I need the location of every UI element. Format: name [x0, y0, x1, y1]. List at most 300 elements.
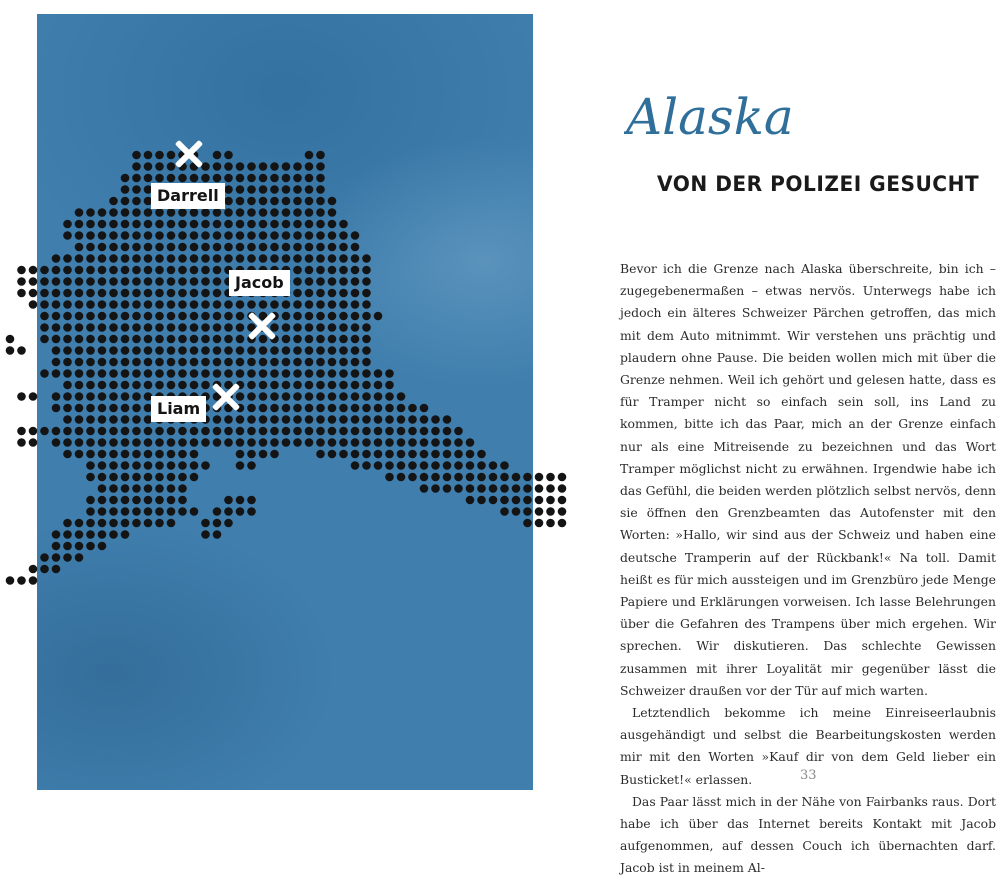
- map-dot: [477, 473, 486, 482]
- map-dot: [86, 243, 95, 252]
- map-dot: [431, 484, 440, 493]
- map-dot: [190, 473, 199, 482]
- map-dot: [121, 507, 130, 516]
- map-dot: [282, 381, 291, 390]
- map-dot: [397, 473, 406, 482]
- map-dot: [213, 208, 222, 217]
- map-dot: [52, 427, 61, 436]
- map-dot: [178, 231, 187, 240]
- map-dot: [328, 369, 337, 378]
- map-dot: [75, 530, 84, 539]
- map-dot: [40, 553, 49, 562]
- map-dot: [282, 174, 291, 183]
- map-dot: [155, 266, 164, 275]
- map-dot: [167, 461, 176, 470]
- map-dot: [213, 220, 222, 229]
- map-dot: [293, 277, 302, 286]
- map-dot: [259, 174, 268, 183]
- map-dot: [546, 496, 555, 505]
- map-dot: [167, 473, 176, 482]
- map-dot: [86, 427, 95, 436]
- map-dot: [328, 381, 337, 390]
- map-dot: [167, 438, 176, 447]
- map-dot: [132, 151, 141, 160]
- map-dot: [98, 392, 107, 401]
- map-dot: [132, 519, 141, 528]
- map-dot: [121, 289, 130, 298]
- map-dot: [236, 174, 245, 183]
- map-dot: [374, 369, 383, 378]
- map-dot: [178, 461, 187, 470]
- map-dot: [121, 427, 130, 436]
- map-dot: [109, 312, 118, 321]
- map-dot: [29, 277, 38, 286]
- map-dot: [178, 346, 187, 355]
- map-dot: [270, 220, 279, 229]
- map-dot: [75, 254, 84, 263]
- map-dot: [558, 484, 567, 493]
- map-dot: [190, 427, 199, 436]
- map-dot: [155, 208, 164, 217]
- map-dot: [167, 507, 176, 516]
- map-dot: [132, 507, 141, 516]
- map-dot: [535, 473, 544, 482]
- map-dot: [98, 438, 107, 447]
- map-dot: [132, 427, 141, 436]
- map-dot: [98, 220, 107, 229]
- map-dot: [52, 369, 61, 378]
- map-dot: [190, 461, 199, 470]
- map-dot: [328, 392, 337, 401]
- map-dot: [155, 427, 164, 436]
- map-dot: [98, 289, 107, 298]
- map-dot: [385, 404, 394, 413]
- map-dot: [144, 231, 153, 240]
- map-dot: [121, 473, 130, 482]
- map-dot: [121, 530, 130, 539]
- map-dot: [328, 323, 337, 332]
- map-dot: [270, 162, 279, 171]
- map-dot: [213, 162, 222, 171]
- map-dot: [155, 289, 164, 298]
- map-dot: [86, 335, 95, 344]
- map-dot: [6, 346, 15, 355]
- map-dot: [121, 484, 130, 493]
- map-dot: [512, 496, 521, 505]
- map-dot: [98, 346, 107, 355]
- map-dot: [98, 381, 107, 390]
- map-dot: [362, 335, 371, 344]
- map-dot: [282, 208, 291, 217]
- map-dot: [236, 300, 245, 309]
- map-dot: [132, 450, 141, 459]
- map-dot: [328, 312, 337, 321]
- map-dot: [316, 450, 325, 459]
- map-dot: [259, 369, 268, 378]
- map-dot: [558, 519, 567, 528]
- map-dot: [52, 346, 61, 355]
- map-dot: [201, 231, 210, 240]
- map-dot: [109, 473, 118, 482]
- map-dot: [201, 174, 210, 183]
- map-dot: [109, 415, 118, 424]
- map-dot: [144, 254, 153, 263]
- map-dot: [155, 254, 164, 263]
- map-dot: [63, 335, 72, 344]
- map-dot: [305, 197, 314, 206]
- map-dot: [155, 461, 164, 470]
- map-dot: [270, 392, 279, 401]
- map-dot: [420, 461, 429, 470]
- map-dot: [17, 427, 26, 436]
- map-dot: [351, 346, 360, 355]
- map-dot: [224, 369, 233, 378]
- map-dot: [98, 519, 107, 528]
- map-dot: [305, 151, 314, 160]
- map-dot: [75, 277, 84, 286]
- map-dot: [213, 415, 222, 424]
- map-dot: [224, 415, 233, 424]
- map-dot: [213, 358, 222, 367]
- map-dot: [247, 174, 256, 183]
- map-dot: [167, 277, 176, 286]
- map-dot: [247, 369, 256, 378]
- map-dot: [86, 254, 95, 263]
- map-dot: [75, 542, 84, 551]
- map-dot: [339, 346, 348, 355]
- map-dot: [293, 174, 302, 183]
- map-dot: [75, 243, 84, 252]
- map-dot: [224, 243, 233, 252]
- map-dot: [132, 461, 141, 470]
- map-dot: [236, 496, 245, 505]
- map-dot: [236, 208, 245, 217]
- map-dot: [454, 461, 463, 470]
- map-dot: [213, 174, 222, 183]
- map-dot: [109, 208, 118, 217]
- map-dot: [98, 461, 107, 470]
- map-dot: [121, 381, 130, 390]
- map-dot: [316, 208, 325, 217]
- map-dot: [201, 300, 210, 309]
- map-dot: [144, 266, 153, 275]
- map-dot: [167, 289, 176, 298]
- map-dot: [29, 427, 38, 436]
- map-dot: [454, 427, 463, 436]
- map-dot: [270, 415, 279, 424]
- map-dot: [132, 404, 141, 413]
- map-dot: [259, 208, 268, 217]
- map-dot: [328, 450, 337, 459]
- map-dot: [40, 266, 49, 275]
- map-dot: [63, 323, 72, 332]
- map-dot: [63, 392, 72, 401]
- map-dot: [201, 277, 210, 286]
- map-dot: [316, 243, 325, 252]
- map-dot: [132, 162, 141, 171]
- map-dot: [351, 335, 360, 344]
- map-dot: [167, 220, 176, 229]
- map-dot: [305, 185, 314, 194]
- map-dot: [109, 369, 118, 378]
- map-dot: [17, 576, 26, 585]
- map-dot: [155, 346, 164, 355]
- map-dot: [144, 174, 153, 183]
- map-dot: [121, 519, 130, 528]
- map-dot: [224, 323, 233, 332]
- map-dot: [362, 404, 371, 413]
- map-dot: [420, 404, 429, 413]
- map-dot: [213, 312, 222, 321]
- map-dot: [144, 323, 153, 332]
- map-dot: [247, 185, 256, 194]
- map-dot: [75, 427, 84, 436]
- map-dot: [17, 346, 26, 355]
- map-dot: [431, 473, 440, 482]
- map-dot: [109, 254, 118, 263]
- map-dot: [224, 208, 233, 217]
- map-dot: [98, 473, 107, 482]
- map-dot: [236, 427, 245, 436]
- map-dot: [259, 427, 268, 436]
- map-dot: [109, 530, 118, 539]
- map-dot: [328, 243, 337, 252]
- map-dot: [293, 346, 302, 355]
- map-dot: [454, 450, 463, 459]
- map-dot: [178, 369, 187, 378]
- map-dot: [224, 162, 233, 171]
- map-dot: [443, 415, 452, 424]
- map-dot: [293, 254, 302, 263]
- map-dot: [247, 415, 256, 424]
- map-dot: [420, 427, 429, 436]
- map-dot: [385, 461, 394, 470]
- map-dot: [121, 300, 130, 309]
- map-dot: [282, 300, 291, 309]
- map-dot: [374, 381, 383, 390]
- map-dot: [224, 151, 233, 160]
- map-dot: [178, 289, 187, 298]
- map-dot: [178, 427, 187, 436]
- map-dot: [339, 277, 348, 286]
- map-dot: [190, 346, 199, 355]
- map-dot: [224, 220, 233, 229]
- map-dot: [167, 335, 176, 344]
- map-dot: [98, 231, 107, 240]
- map-dot: [420, 450, 429, 459]
- map-dot: [75, 220, 84, 229]
- map-dot: [86, 496, 95, 505]
- map-dot: [500, 461, 509, 470]
- map-dot: [98, 450, 107, 459]
- map-dot: [305, 243, 314, 252]
- map-dot: [477, 461, 486, 470]
- paragraph-3: Das Paar lässt mich in der Nähe von Fairbanks raus. Dort habe ich über das Internet bereits Kontakt mit Jacob aufgenommen, auf dessen Couch ich übernachten darf. Jacob ist in meinem Al-: [620, 793, 996, 876]
- map-dot: [305, 369, 314, 378]
- map-dot: [500, 484, 509, 493]
- map-dot: [293, 231, 302, 240]
- map-dot: [328, 220, 337, 229]
- map-dot: [121, 496, 130, 505]
- map-dot: [144, 335, 153, 344]
- map-dot: [98, 358, 107, 367]
- map-dot: [466, 484, 475, 493]
- map-dot: [259, 358, 268, 367]
- map-dot: [247, 346, 256, 355]
- map-dot: [339, 243, 348, 252]
- map-dot: [178, 174, 187, 183]
- map-dot: [190, 323, 199, 332]
- map-dot: [167, 312, 176, 321]
- map-dot: [247, 208, 256, 217]
- map-dot: [63, 415, 72, 424]
- map-dot: [305, 427, 314, 436]
- map-dot: [213, 266, 222, 275]
- map-dot: [305, 392, 314, 401]
- map-dot: [132, 289, 141, 298]
- map-dot: [224, 300, 233, 309]
- map-dot: [362, 415, 371, 424]
- map-dot: [535, 484, 544, 493]
- map-dot: [351, 438, 360, 447]
- map-dot: [86, 507, 95, 516]
- map-dot: [86, 289, 95, 298]
- map-dot: [328, 231, 337, 240]
- map-dot: [144, 438, 153, 447]
- map-dot: [351, 254, 360, 263]
- map-dot: [52, 404, 61, 413]
- map-dot: [178, 381, 187, 390]
- map-dot: [75, 392, 84, 401]
- map-dot: [178, 243, 187, 252]
- map-dot: [144, 450, 153, 459]
- map-dot: [121, 358, 130, 367]
- map-dot: [213, 369, 222, 378]
- map-dot: [75, 553, 84, 562]
- map-dot: [305, 404, 314, 413]
- map-dot: [132, 208, 141, 217]
- map-dot: [121, 208, 130, 217]
- map-dot: [351, 289, 360, 298]
- map-dot: [351, 450, 360, 459]
- map-dot: [362, 358, 371, 367]
- map-dot: [247, 438, 256, 447]
- map-dot: [75, 404, 84, 413]
- map-dot: [512, 507, 521, 516]
- map-dot: [397, 404, 406, 413]
- map-dot: [339, 335, 348, 344]
- map-dot: [155, 496, 164, 505]
- map-dot: [523, 473, 532, 482]
- map-dot: [236, 243, 245, 252]
- map-dot: [121, 450, 130, 459]
- map-dot: [190, 335, 199, 344]
- map-dot: [270, 358, 279, 367]
- map-dot: [328, 300, 337, 309]
- map-dot: [98, 335, 107, 344]
- map-dot: [282, 231, 291, 240]
- map-dot: [109, 266, 118, 275]
- map-dot: [190, 312, 199, 321]
- map-dot: [52, 312, 61, 321]
- map-dot: [52, 358, 61, 367]
- map-dot: [144, 369, 153, 378]
- map-dot: [86, 277, 95, 286]
- map-dot: [29, 289, 38, 298]
- map-dot: [144, 381, 153, 390]
- map-dot: [374, 312, 383, 321]
- map-dot: [523, 519, 532, 528]
- map-dot: [351, 323, 360, 332]
- map-dot: [385, 438, 394, 447]
- map-dot: [293, 415, 302, 424]
- map-dot: [236, 450, 245, 459]
- map-dot: [408, 461, 417, 470]
- map-dot: [155, 381, 164, 390]
- map-dot: [512, 473, 521, 482]
- map-dot: [121, 174, 130, 183]
- map-dot: [121, 392, 130, 401]
- map-dot: [236, 507, 245, 516]
- map-dot: [293, 300, 302, 309]
- map-dot: [40, 369, 49, 378]
- map-dot: [155, 507, 164, 516]
- map-dot: [86, 450, 95, 459]
- map-dot: [190, 358, 199, 367]
- map-dot: [270, 185, 279, 194]
- map-dot: [63, 530, 72, 539]
- map-dot: [75, 289, 84, 298]
- map-dot: [121, 220, 130, 229]
- map-dot: [443, 484, 452, 493]
- map-dot: [86, 369, 95, 378]
- map-dot: [109, 484, 118, 493]
- map-dot: [259, 243, 268, 252]
- map-dot: [98, 312, 107, 321]
- map-dot: [466, 473, 475, 482]
- map-dot: [98, 254, 107, 263]
- map-dot: [190, 369, 199, 378]
- map-dot: [236, 415, 245, 424]
- map-dot: [155, 438, 164, 447]
- map-dot: [213, 231, 222, 240]
- map-dot: [293, 243, 302, 252]
- map-dot: [201, 530, 210, 539]
- map-dot: [98, 530, 107, 539]
- map-dot: [362, 392, 371, 401]
- map-dot: [178, 266, 187, 275]
- map-dot: [224, 312, 233, 321]
- map-dot: [247, 358, 256, 367]
- map-dot: [144, 300, 153, 309]
- map-dot: [178, 254, 187, 263]
- map-dot: [362, 450, 371, 459]
- map-dot: [155, 473, 164, 482]
- map-dot: [351, 415, 360, 424]
- map-dot: [236, 438, 245, 447]
- map-dot: [201, 289, 210, 298]
- map-dot: [362, 438, 371, 447]
- map-dot: [178, 358, 187, 367]
- map-dot: [213, 530, 222, 539]
- map-dot: [144, 243, 153, 252]
- map-dot: [201, 438, 210, 447]
- map-dot: [236, 197, 245, 206]
- map-dot: [224, 231, 233, 240]
- jacob-x-marker: [247, 311, 277, 341]
- map-dot: [86, 542, 95, 551]
- map-dot: [328, 427, 337, 436]
